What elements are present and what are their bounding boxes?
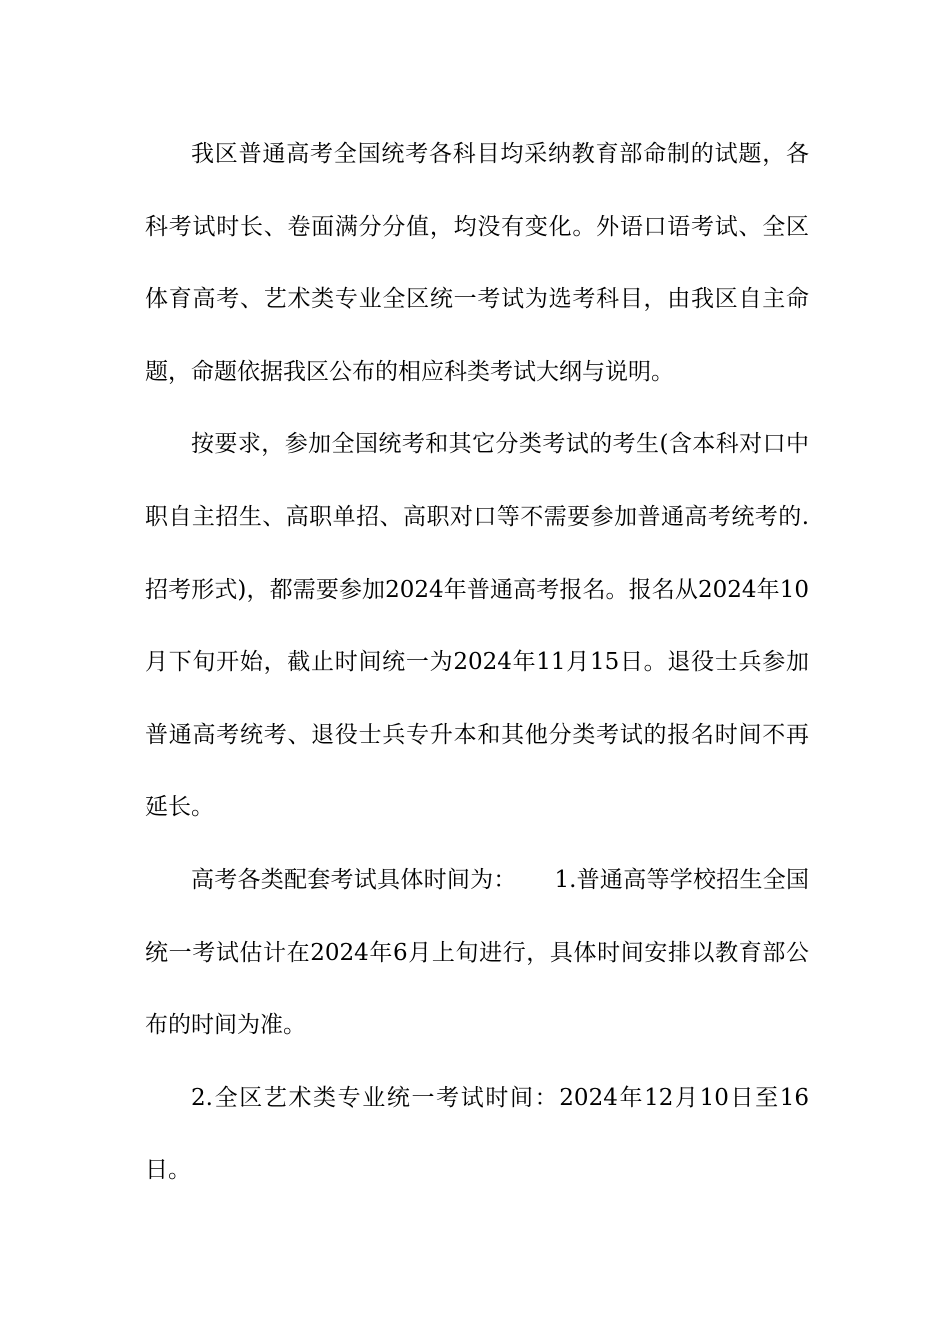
paragraph-art-exam-dates: 2.全区艺术类专业统一考试时间：2024年12月10日至16日。 xyxy=(145,1084,809,1184)
paragraph-registration: 按要求，参加全国统考和其它分类考试的考生(含本科对口中职自主招生、高职单招、高职对口等不需要参加普通高考统考的.招考形式)，都需要参加2024年普通高考报名。报名从2024年10月下旬开始，截止时间统一为2024年11月15日。退役士兵参加普通高考统考、退役士兵专升本和其他分类考试的报名时间不再延长。 xyxy=(145,431,809,821)
document-body xyxy=(145,118,809,1207)
paragraph-exam-subjects: 我区普通高考全国统考各科目均采纳教育部命制的试题，各科考试时长、卷面满分分值，均没有变化。外语口语考试、全区体育高考、艺术类专业全区统一考试为选考科目，由我区自主命题，命题依据我区公布的相应科类考试大纲与说明。 xyxy=(145,141,809,385)
paragraph-exam-schedule: 高考各类配套考试具体时间为： 1.普通高等学校招生全国统一考试估计在2024年6月上旬进行，具体时间安排以教育部公布的时间为准。 xyxy=(145,866,809,1039)
